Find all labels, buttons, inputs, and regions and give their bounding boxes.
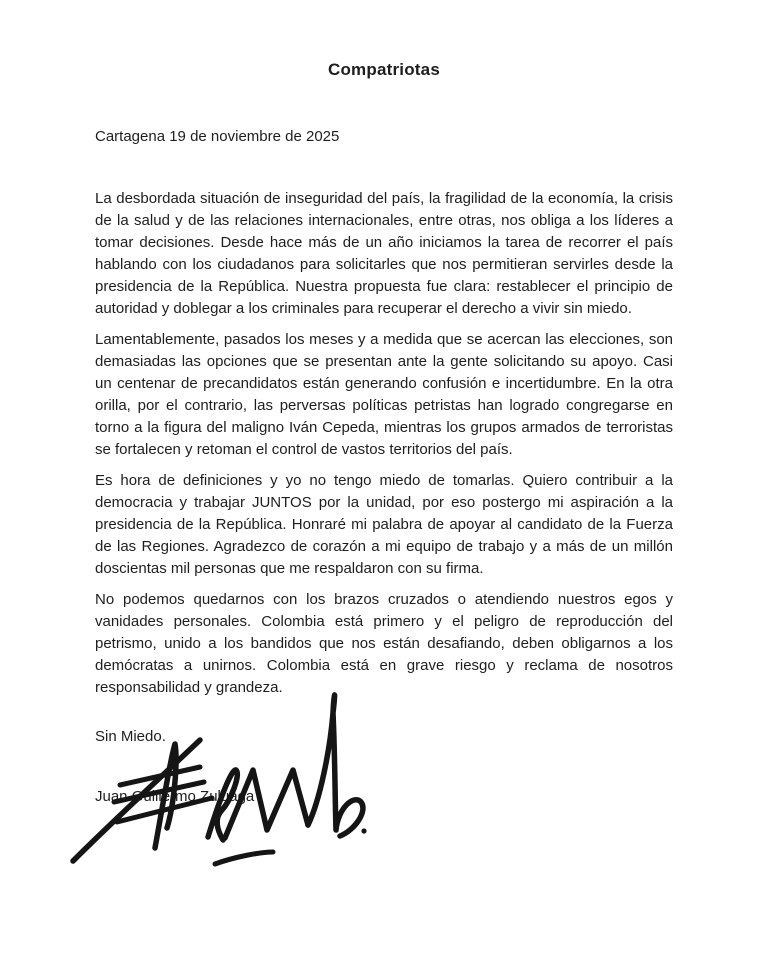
letter-dateline: Cartagena 19 de noviembre de 2025 xyxy=(95,128,340,145)
letter-title: Compatriotas xyxy=(328,60,440,79)
letter-paragraph-4: No podemos quedarnos con los brazos cruzados o atendiendo nuestros egos y vanidades personales. Colombia está primero y el peligro de reproducción del petrismo, unido a los bandidos que nos están desafiando, deben obligarnos a los demócratas a unirnos. Colombia está en grave riesgo y reclama de nosotros responsabilidad y grandeza. xyxy=(95,591,673,696)
letter-paragraph-2: Lamentablemente, pasados los meses y a medida que se acercan las elecciones, son demasiadas las opciones que se presentan ante la gente solicitando su apoyo. Casi un centenar de precandidatos están generando confusión e incertidumbre. En la otra orilla, por el contrario, las perversas políticas petristas han logrado congregarse en torno a la figura del maligno Iván Cepeda, mientras los grupos armados de terroristas se fortalecen y retoman el control de vastos territorios del país. xyxy=(95,331,673,458)
letter-signer-name: Juan Guillermo Zuluaga xyxy=(95,788,255,805)
letter-paragraph-3: Es hora de definiciones y yo no tengo miedo de tomarlas. Quiero contribuir a la democracia y trabajar JUNTOS por la unidad, por eso postergo mi aspiración a la presidencia de la República. Honraré mi palabra de apoyar al candidato de la Fuerza de las Regiones. Agradezco de corazón a mi equipo de trabajo y a más de un millón doscientas mil personas que me respaldaron con su firma. xyxy=(95,472,673,577)
letter-paragraph-1: La desbordada situación de inseguridad del país, la fragilidad de la economía, la crisis de la salud y de las relaciones internacionales, entre otras, nos obliga a los líderes a tomar decisiones. Desde hace más de un año iniciamos la tarea de recorrer el país hablando con los ciudadanos para solicitarles que nos permitieran servirles desde la presidencia de la República. Nuestra propuesta fue clara: restablecer el principio de autoridad y doblegar a los criminales para recuperar el derecho a vivir sin miedo. xyxy=(95,190,673,317)
letter-content xyxy=(95,0,673,808)
letter-closing: Sin Miedo. xyxy=(95,728,166,745)
